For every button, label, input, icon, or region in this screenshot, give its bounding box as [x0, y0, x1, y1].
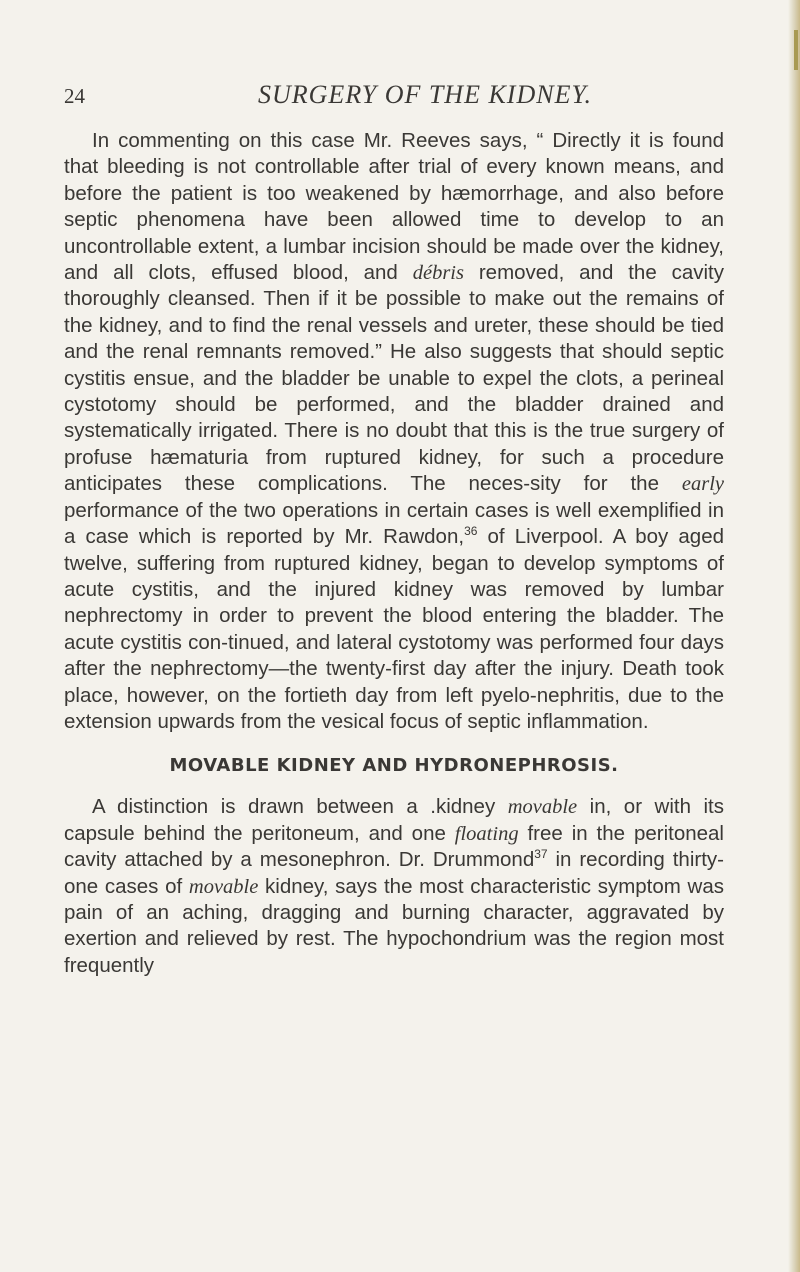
page-header [64, 78, 704, 112]
page-number: 24 [64, 84, 85, 108]
text-run: free in the peritoneal cavity attached by a mesonephron. Dr. Drummond [64, 821, 724, 872]
running-title: SURGERY OF THE KIDNEY. [258, 80, 593, 109]
paragraph-reeves-quote [64, 128, 724, 735]
italic-term: movable [188, 875, 259, 898]
italic-term: early [681, 473, 724, 496]
italic-term: floating [454, 822, 519, 845]
text-run: removed, and the cavity thoroughly cleansed. Then if it be possible to make out the remains of the kidney, and to find the renal vessels and ureter, these should be tied and the renal remnants removed.” He also suggests that should septic cystitis ensue, and the bladder be unable to expel the clots, a perineal cystotomy should be performed, and the bladder drained and systematically irrigated. There is no doubt that this is the true surgery of profuse hæmaturia from ruptured kidney, for such a procedure anticipates these complications. The neces-sity for the [64, 261, 725, 496]
text-run: kidney, says the most characteristic symptom was pain of an aching, dragging and burning character, aggravated by exertion and relieved by rest. The hypochondrium was the region most frequently [64, 874, 724, 977]
paragraph-movable-kidney [64, 794, 724, 979]
body-text [64, 128, 724, 979]
text-run: In commenting on this case Mr. Reeves says, “ Directly it is found that bleeding is not controllable after trial of every known means, and before the patient is too weakened by hæmorrhage, and also before septic phenomena have been allowed time to develop to an uncontrollable extent, a lumbar incision should be made over the kidney, and all clots, effused blood, and [64, 129, 724, 285]
text-run: A distinction is drawn between a .kidney [92, 795, 508, 819]
reference-superscript: 37 [534, 847, 548, 862]
edge-mark [794, 30, 798, 70]
reference-superscript: 36 [464, 524, 478, 539]
section-heading: MOVABLE KIDNEY AND HYDRONEPHROSIS. [169, 755, 619, 777]
text-run: of Liverpool. A boy aged twelve, suffering from ruptured kidney, began to develop symptoms of acute cystitis, and the injured kidney was removed by lumbar nephrectomy in order to prevent the blood entering the bladder. The acute cystitis con-tinued, and lateral cystotomy was performed four days after the nephrectomy—the twenty-first day after the injury. Death took place, however, on the fortieth day from left pyelo-nephritis, due to the extension upwards from the vesical focus of septic inflammation. [64, 525, 725, 733]
text-run: in, or with its capsule behind the peritoneum, and one [64, 795, 724, 845]
italic-term: débris [412, 262, 464, 285]
text-run: in recording thirty-one cases of [64, 848, 724, 898]
text-run: performance of the two operations in certain cases is well exemplified in a case which is reported by Mr. Rawdon, [64, 498, 724, 549]
italic-term: movable [507, 796, 578, 819]
page-edge [788, 0, 800, 1272]
